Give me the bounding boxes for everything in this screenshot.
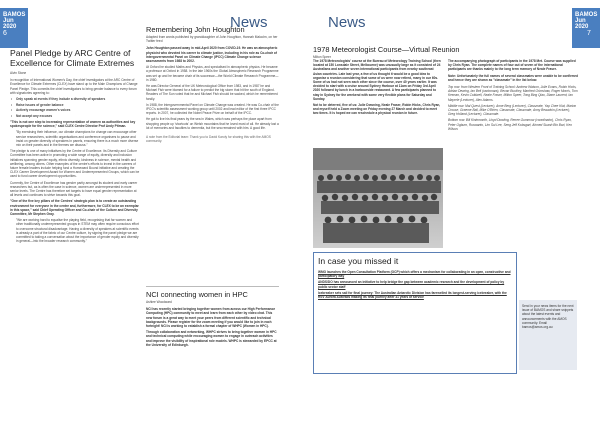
missed-it-body: [318, 270, 512, 301]
right-page-tab: [572, 8, 600, 48]
photo-caption-middle: Middle row: Mal Quest (Lecturer), Anne Berg (Lecturer), Classmate, Yap Chee Kiat, Marion Crouse, Graeme Ball, Mike O'Brien, Classmate, Classmate, Anny Beaudoin (Lecturer), Greg Holland (Lecturer), Classmate.: [448, 103, 577, 117]
right-brand-name: BAMOS: [575, 12, 598, 18]
right-page-number: 7: [587, 30, 591, 37]
paragraph: The pledge is one of many initiatives by the Centre of Excellence. Its Diversity and Culture Committee has been active in promoting a wide range of equity, diversity and inclusion initiatives spanning gender equity, ethnic diversity, kindness in science, mental health and wellbeing, among others. Other examples of the centre's efforts to invest in the careers of future female leaders include helping fund a Homeward Bound initiative and creating the CLEX Career Development Award for Women and Underrepresented Groups, which can be used to fund career development opportunities.: [10, 149, 140, 179]
left-brand-date: Jun 2020: [3, 18, 17, 30]
bullet-item: • Only speak at events if they include a diversity of speakers: [10, 97, 140, 101]
bullet-item: • Raise issues of gender balance: [10, 103, 140, 107]
houghton-title: Remembering John Houghton: [146, 25, 245, 34]
john-houghton-article: [146, 25, 279, 143]
reunion-author: Milton Speer: [313, 55, 331, 59]
group-photo: [313, 148, 443, 248]
panel-pledge-article: [10, 48, 140, 245]
nci-body: [146, 307, 279, 347]
paragraph: NCI has recently started bringing together women from across our High Performance Computing (HPC) community to meet and learn from each other by video chat. This new forum is a great way to meet your peers from different scientific and technical backgrounds. Please register for the zoom meeting if you would like to join in each fortnight! NCI is working to establish a formal chapter of WHPC (Women in HPC).: [146, 307, 276, 329]
quote-paragraph: "We are working hard to equalise the playing field, recognising that far women and other traditionally underrepresented groups in STEM may often require conscious effort to overcome structural disadvantage. Having a diversity of speakers at scientific events is already a part of the fabric of our Centre culture, by signing the panel pledge we are committed to taking a conversation about the importance of gender equity and diversity in general—into the broader research community.": [16, 218, 139, 244]
nci-women-article: [146, 290, 279, 349]
paragraph: Note: Unfortunately the full names of several classmates were unable to be confirmed and hence they are shown as "classmate" in the list below.: [448, 73, 579, 82]
paragraph: Not to be deterred, five of us: Julie Downing, Neale Fraser, Robin Hicks, Chris Ryan, and myself held a Zoom meeting on Friday evening 27 March and decided to meet two times. It is hoped we can reschedule a physical reunion in future.: [313, 103, 441, 116]
reunion-title: 1978 Meteorologist Course—Virtual Reunion: [313, 45, 460, 54]
left-brand-name: BAMOS: [3, 12, 26, 18]
right-brand-date: Jun 2020: [575, 18, 589, 30]
paragraph: He was Director General of the UK Meteorological Office from 1983, and in 1987 he and Michael Fish were blamed for a failure to predict the big storm that hit the south of England. Readers of The Sun voted that he and Michael Fish should be sacked, which he remembered fondly.: [146, 84, 278, 101]
houghton-body: [146, 46, 279, 130]
panel-pledge-title: Panel Pledge by ARC Centre of Excellence for Climate Extremes: [10, 48, 135, 68]
divider: [146, 286, 279, 287]
in-case-you-missed-it-box: [313, 252, 517, 374]
paragraph: At Oxford he studied Maths and Physics, and specialised in atmospheric physics. He became a professor at Oxford in 1958. In the late 1960s the Global Atmospheric Research Programme was set up and he became chair of its successor—the World Climate Research Programme—in 1980.: [146, 65, 279, 82]
paragraph: In recognition of International Women's Day, the chief investigators at the ARC Centre of Excellence for Climate Extremes (CLEX) have stand up to the Male Champions of Change Panel Pledge. This commits the chief investigators to bring gender balance to every forum with signatories agreeing to:: [10, 78, 138, 95]
paragraph: "This is not one step to increasing representation of women as authorities and key spokespeople for the science," said CLEX Centre Director Prof Andy Pitman.: [10, 120, 136, 129]
photo-caption-bottom: Bottom row: Bill Kininmonth, Lloyd Dowling, Renee Gummow (coordinator), Chris Ryan, Peter Ogburn, Ruswanto, Lim Sui Lee, Seng Jeff Kobsgart, Ahmed Suanh Bin Bari, Ken Wilson.: [448, 118, 572, 131]
submit-news-text: Send in your news items for the next issue of BAMOS and share snippets about the latest events and announcements with the AMOS community. Email bamos@amos.org.au: [522, 304, 574, 330]
houghton-subtitle: Adapted from words published by granddaughter of John Houghton, Hannah Malcolm, on her Twitter feed: [146, 35, 278, 44]
reunion-body: [313, 59, 443, 118]
paragraph: Through collaboration and networking, WHPC strives to bring together women in HPC and technical computing while encouraging women to engage in outreach activities and improve the visibility of inspirational role models. WHPC is stewarded by EPCC at the University of Edinburgh.: [146, 330, 277, 347]
left-section-heading: News: [230, 14, 268, 31]
panel-pledge-author: Alvin Stone: [10, 71, 27, 75]
nci-title: NCI connecting women in HPC: [146, 290, 248, 299]
missed-it-title: In case you missed it: [318, 256, 399, 266]
paragraph: Currently, the Centre of Excellence has gender parity amongst its student and early career researchers but, as is often the case in science, women are underrepresented in more senior levels. The Centre has therefore set targets to have equal gender representation at all levels and continues to strive towards this goal.: [10, 180, 138, 198]
paragraph: In 1988, the Intergovernmental Panel on Climate Change was created. He was Co-chair of the IPCC's scientific assessment working group until 2002 and lead editor of the first three IPCC reports. In 2007, he collected the Nobel Peace Prize on behalf of the IPCC.: [146, 102, 279, 116]
paragraph: He got to live his final years by the sea in Wales, which was perhaps the place apart from shopping people up 'shortcuts' on Welsh mountains that he loved most of all. He already lost a lot of memories and faculties to dementia, but the sea remained with him. A good life.: [146, 117, 279, 130]
bullet-item: • Not accept any excuses: [10, 114, 140, 118]
houghton-note: A note from the Editorial team: Thank you to David Karoly for sharing this with the AMOS community.: [146, 135, 271, 144]
paragraph: "One of the five key pillars of the Centres' strategic plan is to create an outstanding environment for everyone in the centre and, furthermore, for CLEX to be an exemplar in this space," said Chief Operating Officer and Co-chair of the Culture and Diversity Committee, Mr Stephen Gray.: [10, 199, 139, 217]
submit-news-box: [519, 300, 577, 370]
photo-caption-top: Top row: from Western Front of Training School: Andrew Watson, Julie Evans, Robin Hicks, Adrian Dewing, Ian Bell (carbonara), Bevan Buckley, Manfred Grimshaw, Roger Morris, Tom Keenan, Kevin Coldwell, Neale Fraser, Milton Speer, Tong Bing Qiao, Diane Laurent, Ian Mayerle (Lecturer), Alex Adams.: [448, 85, 578, 102]
group-photo-image: [313, 148, 443, 248]
reunion-right-col: [448, 59, 578, 133]
paragraph: The accompanying photograph of participants in the 1978 Met. Course was supplied by Chris Ryan. The complete names of four out of seven of the international participants are thanks mainly to the long term memory of Neale Fraser.: [448, 59, 576, 72]
news-link[interactable]: WMO launches the Open Consultation Platform (OCP) which offers a mechanism for collaborating in an open, constructive and participatory way: [318, 270, 511, 279]
news-link[interactable]: ANDS/DO has announced an initiative to help bridge the gap between academic research and the development of policy by public sector staff: [318, 280, 505, 289]
left-page-tab: [0, 8, 28, 48]
bullet-item: • Actively encourage women's voices: [10, 108, 140, 112]
panel-pledge-body: [10, 78, 140, 243]
right-section-heading: News: [328, 14, 366, 31]
news-link[interactable]: Icebreaker sets sail for final journey: The Australian Antarctic Division has farewelled its longest-serving icebreaker, with the RSV Aurora Australis making its final journey after 31 years of service: [318, 290, 507, 300]
left-page-number: 6: [3, 30, 7, 37]
paragraph: The 1978 Meteorologists' course at the Bureau of Meteorology Training School (then located at 150 Lonsdale Street, Melbourne) was unusually large as it consisted of 24 Australians and another seven international participants from nearby southeast Asian countries. Late last year, a few of us thought it would be a good idea to organise a reunion considering that some of us were now retired, many in our 60s. Some of us had not seen each other since the course, over 40 years earlier. It was decided to start with a cruise around Sydney Harbour at 11am on Friday 3rd April 2020 followed by lunch in a harbourside restaurant. A few participants planned to stay in Sydney for the weekend with some very flexible plans for Saturday and Sunday.: [313, 59, 441, 101]
pledge-bullets: [10, 97, 140, 118]
quote-paragraph: "By exercising their influence, our climate champions for change can encourage other service researchers, scientific organisations and conference organisers to pause and insist on greater diversity of speakers in panels, ensuring there is a much more diverse mix on their panels and in the themes we discuss.": [16, 130, 139, 148]
nci-author: Ashlee Woodward: [146, 300, 172, 304]
paragraph: John Houghton passed away in mid-April 2020 from COVID-19. He was an atmospheric physicist who devoted his career to climate justice, including in his role as Co-chair of Intergovernmental Panel on Climate Change (IPCC) Climate Change science assessments from 1988 to 2002.: [146, 46, 278, 64]
